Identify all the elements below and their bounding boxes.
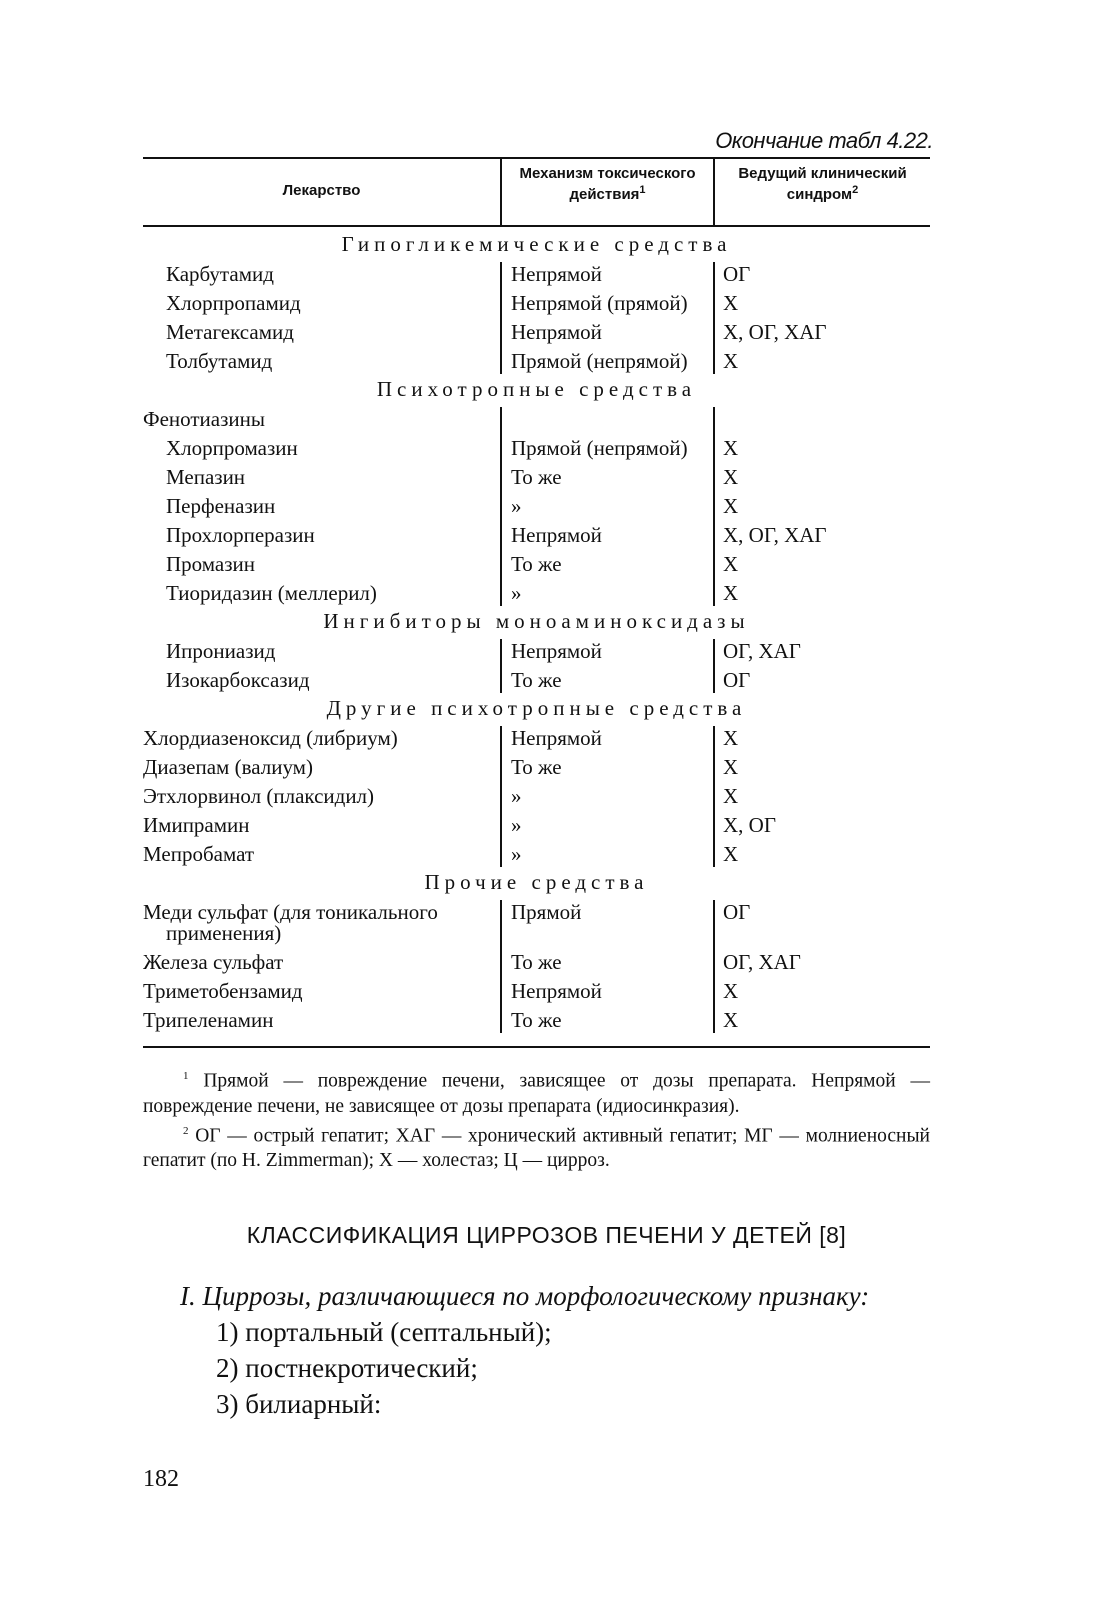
mechanism-cell: Непрямой <box>511 639 602 663</box>
table-row-continuation <box>143 919 930 948</box>
syndrome-cell: Х <box>723 842 739 866</box>
mechanism-cell: Непрямой <box>511 979 602 1003</box>
table-row <box>143 948 930 977</box>
syndrome-cell: Х <box>723 494 739 518</box>
table-row <box>143 260 930 289</box>
section-title: Гипогликемические средства <box>341 232 732 256</box>
header-syndrome-text: Ведущий клинический синдром <box>738 165 907 203</box>
section-title: Другие психотропные средства <box>326 696 747 720</box>
syndrome-cell: Х <box>723 552 739 576</box>
classification-item: 1) портальный (септальный); <box>216 1317 552 1347</box>
table-row <box>143 724 930 753</box>
column-divider <box>500 726 502 867</box>
drug-name: Изокарбоксазид <box>166 668 310 692</box>
column-divider <box>713 900 715 1033</box>
syndrome-cell: Х <box>723 581 739 605</box>
mechanism-cell: То же <box>511 552 562 576</box>
mechanism-cell: То же <box>511 668 562 692</box>
section-title: Прочие средства <box>424 870 649 894</box>
classification-item: 2) постнекротический; <box>216 1353 478 1383</box>
column-divider <box>500 262 502 374</box>
footnote-2-text: ОГ — острый гепатит; ХАГ — хронический активный гепатит; МГ — молниеносный гепатит (по H. Zimmerman); Х — холестаз; Ц — цирроз. <box>143 1125 930 1171</box>
header-mechanism-note: 1 <box>639 184 646 196</box>
syndrome-cell: ОГ <box>723 262 751 286</box>
column-divider <box>500 407 502 606</box>
header-mechanism-text: Механизм токсического действия <box>519 165 696 203</box>
mechanism-cell: » <box>511 813 522 837</box>
classification-list <box>180 1278 869 1422</box>
mechanism-cell: Непрямой <box>511 262 602 286</box>
drug-name: Хлорпропамид <box>166 291 301 315</box>
mechanism-cell: Непрямой <box>511 523 602 547</box>
syndrome-cell: Х <box>723 465 739 489</box>
drug-name: Фенотиазины <box>143 407 265 431</box>
mechanism-cell: То же <box>511 1008 562 1032</box>
table-row <box>143 521 930 550</box>
table-caption: Окончание табл 4.22. <box>715 128 933 153</box>
drug-name: Прохлорперазин <box>166 523 315 547</box>
header-syndrome <box>715 165 930 203</box>
mechanism-cell: То же <box>511 465 562 489</box>
mechanism-cell: То же <box>511 950 562 974</box>
drug-name-continuation: применения) <box>166 921 282 945</box>
drug-name: Железа сульфат <box>143 950 284 974</box>
table-row <box>143 289 930 318</box>
syndrome-cell: ОГ, ХАГ <box>723 639 801 663</box>
syndrome-cell: Х, ОГ, ХАГ <box>723 320 827 344</box>
drug-name: Промазин <box>166 552 256 576</box>
footnotes <box>143 1064 930 1173</box>
drug-name: Трипеленамин <box>143 1008 274 1032</box>
mechanism-cell: » <box>511 784 522 808</box>
column-divider <box>713 726 715 867</box>
syndrome-cell: ОГ <box>723 900 751 924</box>
mechanism-cell: Прямой (непрямой) <box>511 436 688 460</box>
mechanism-cell: Прямой (непрямой) <box>511 349 688 373</box>
syndrome-cell: Х <box>723 979 739 1003</box>
drug-name: Имипрамин <box>143 813 250 837</box>
drug-name: Хлордиазеноксид (либриум) <box>143 726 398 750</box>
table-row <box>143 579 930 608</box>
syndrome-cell: Х <box>723 436 739 460</box>
syndrome-cell: ОГ <box>723 668 751 692</box>
table-row <box>143 782 930 811</box>
mechanism-cell: Непрямой <box>511 320 602 344</box>
header-syndrome-note: 2 <box>852 184 859 196</box>
drug-name: Толбутамид <box>166 349 273 373</box>
drug-name: Карбутамид <box>166 262 274 286</box>
classification-lead: I. Циррозы, различающиеся по морфологическому признаку: <box>180 1281 870 1311</box>
column-divider <box>713 262 715 374</box>
column-divider <box>500 900 502 1033</box>
table-row <box>143 637 930 666</box>
column-divider <box>500 639 502 693</box>
mechanism-cell: То же <box>511 755 562 779</box>
classification-item: 3) билиарный: <box>216 1389 382 1419</box>
drug-name: Перфеназин <box>166 494 276 518</box>
syndrome-cell: Х, ОГ <box>723 813 776 837</box>
table-row <box>143 405 930 434</box>
drug-name: Триметобензамид <box>143 979 303 1003</box>
syndrome-cell: Х <box>723 1008 739 1032</box>
mechanism-cell: Прямой <box>511 900 582 924</box>
drug-name: Диазепам (валиум) <box>143 755 313 779</box>
table-row <box>143 840 930 869</box>
syndrome-cell: Х <box>723 726 739 750</box>
syndrome-cell: Х <box>723 291 739 315</box>
table-row <box>143 666 930 695</box>
section-title: Психотропные средства <box>376 377 697 401</box>
drug-name: Мепробамат <box>143 842 255 866</box>
table-row <box>143 977 930 1006</box>
mechanism-cell: » <box>511 581 522 605</box>
syndrome-cell: Х <box>723 755 739 779</box>
drug-name: Этхлорвинол (плаксидил) <box>143 784 375 808</box>
syndrome-cell: Х <box>723 349 739 373</box>
drug-name: Метагексамид <box>166 320 294 344</box>
syndrome-cell: Х <box>723 784 739 808</box>
header-drug: Лекарство <box>282 182 361 199</box>
table-row <box>143 492 930 521</box>
footnote-1-text: Прямой — повреждение печени, зависящее от дозы препарата. Непрямой — повреждение печени, не зависящее от дозы препарата (идиосинкразия). <box>143 1070 931 1117</box>
drug-name: Меди сульфат (для тоникального <box>143 900 438 924</box>
table-row <box>143 1006 930 1035</box>
drug-name: Хлорпромазин <box>166 436 298 460</box>
mechanism-cell: » <box>511 494 522 518</box>
syndrome-cell: ОГ, ХАГ <box>723 950 801 974</box>
table-row <box>143 463 930 492</box>
table-top-rule <box>143 157 930 159</box>
table-row <box>143 434 930 463</box>
table-bottom-rule <box>143 1046 930 1048</box>
mechanism-cell: Непрямой (прямой) <box>511 291 688 315</box>
table-row <box>143 347 930 376</box>
table-header-rule <box>143 225 930 227</box>
footnote-2-mark: 2 <box>183 1124 189 1137</box>
drug-name: Тиоридазин (меллерил) <box>166 581 377 605</box>
mechanism-cell: » <box>511 842 522 866</box>
footnote-1-mark: 1 <box>183 1070 189 1082</box>
footnote-1 <box>143 1064 930 1119</box>
section-heading: КЛАССИФИКАЦИЯ ЦИРРОЗОВ ПЕЧЕНИ У ДЕТЕЙ [8] <box>246 1222 847 1248</box>
drug-name: Ипрониазид <box>166 639 276 663</box>
column-divider <box>713 639 715 693</box>
table-row <box>143 811 930 840</box>
syndrome-cell: Х, ОГ, ХАГ <box>723 523 827 547</box>
section-title: Ингибиторы моноаминоксидазы <box>323 609 750 633</box>
page-number: 182 <box>143 1466 179 1492</box>
table-row <box>143 550 930 579</box>
column-divider <box>713 407 715 606</box>
footnote-2 <box>143 1119 930 1174</box>
table-row <box>143 318 930 347</box>
drug-name: Мепазин <box>166 465 246 489</box>
table-row <box>143 753 930 782</box>
mechanism-cell: Непрямой <box>511 726 602 750</box>
header-mechanism <box>502 165 713 203</box>
